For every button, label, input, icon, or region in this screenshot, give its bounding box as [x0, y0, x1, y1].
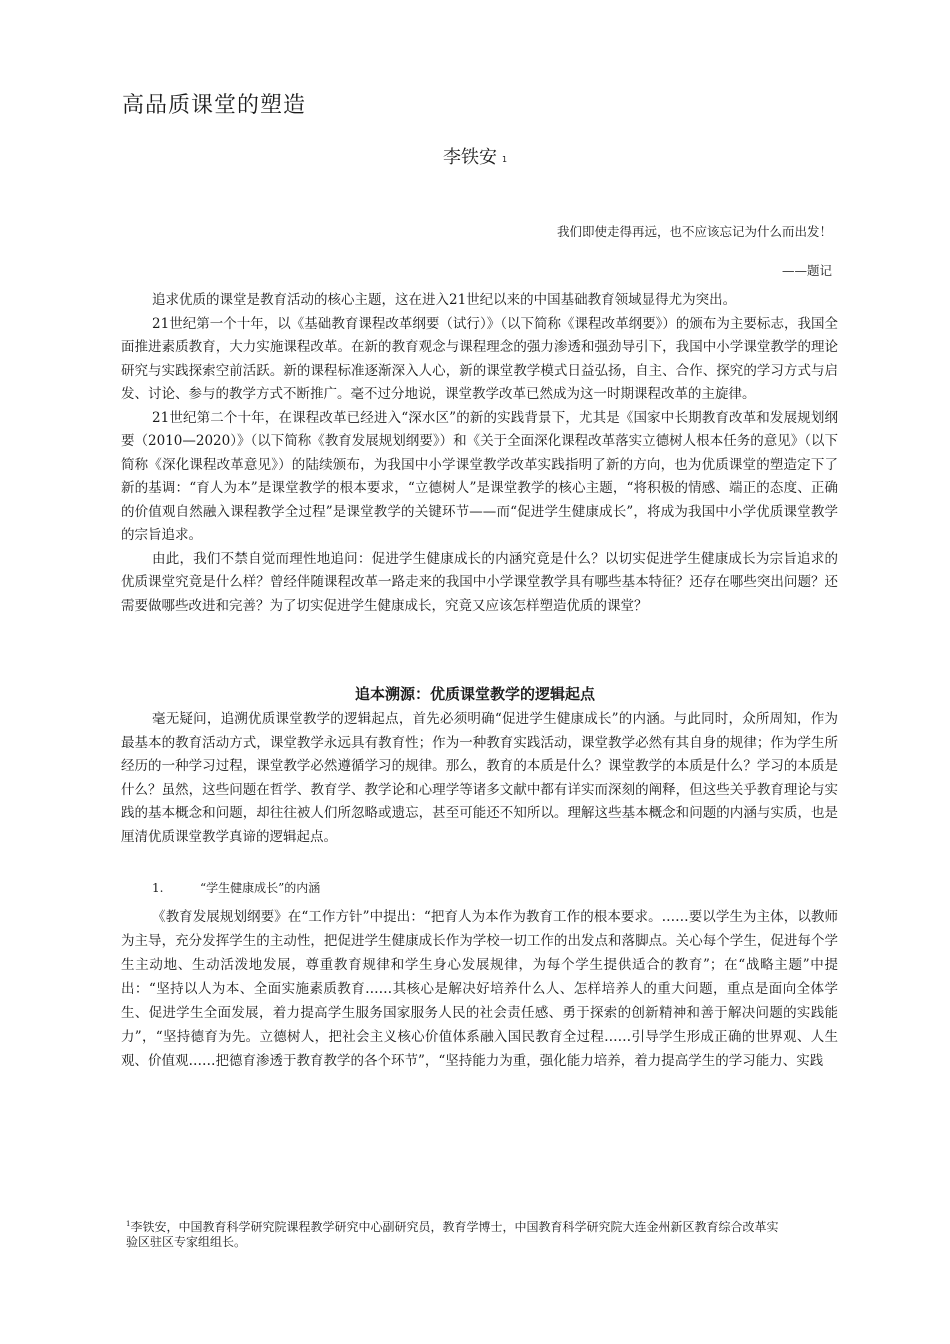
author-name: 李铁安	[442, 147, 497, 168]
paragraph: 毫无疑问，追溯优质课堂教学的逻辑起点，首先必须明确“促进学生健康成长”的内涵。与此同时，众所周知，作为最基本的教育活动方式，课堂教学永远具有教育性；作为一种教育实践活动，课堂教学必然有其自身的规律；作为学生所经历的一种学习过程，课堂教学必然遵循学习的规律。那么，教育的本质是什么？课堂教学的本质是什么？学习的本质是什么？虽然，这些问题在哲学、教育学、教学论和心理学等诸多文献中都有详实而深刻的阐释，但这些关乎教育理论与实践的基本概念和问题，却往往被人们所忽略或遗忘，甚至可能还不知所以。理解这些基本概念和问题的内涵与实质，也是厘清优质课堂教学真谛的逻辑起点。	[121, 711, 838, 845]
author-line	[0, 143, 950, 169]
epigraph: 我们即使走得再远，也不应该忘记为什么而出发！	[556, 224, 832, 239]
footnote-mark: 1	[126, 1220, 131, 1228]
subheading-number: 1.	[152, 881, 164, 895]
paragraph: 21世纪第二个十年，在课程改革已经进入“深水区”的新的实践背景下，尤其是《国家中长期教育改革和发展规划纲要（2010—2020）》（以下简称《教育发展规划纲要》）和《关于全面深化课程改革落实立德树人根本任务的意见》（以下简称《深化课程改革意见》）的陆续颁布，为我国中小学课堂教学改革实践指明了新的方向，也为优质课堂的塑造定下了新的基调：“育人为本”是课堂教学的根本要求，“立德树人”是课堂教学的核心主题，“将积极的情感、端正的态度、正确的价值观自然融入课程教学全过程”是课堂教学的关键环节——而“促进学生健康成长”，将成为我国中小学优质课堂教学的宗旨追求。	[121, 409, 838, 543]
subheading-text: “学生健康成长”的内涵	[200, 881, 321, 895]
subsection-body	[121, 905, 838, 1073]
paragraph: 由此，我们不禁自觉而理性地追问：促进学生健康成长的内涵究竟是什么？以切实促进学生健康成长为宗旨追求的优质课堂究竟是什么样？曾经伴随课程改革一路走来的我国中小学课堂教学具有哪些基本特征？还存在哪些突出问题？还需要做哪些改进和完善？为了切实促进学生健康成长，究竟又应该怎样塑造优质的课堂？	[121, 550, 838, 614]
section-heading: 追本溯源：优质课堂教学的逻辑起点	[354, 685, 595, 703]
document-title: 高品质课堂的塑造	[122, 93, 307, 118]
paragraph: 追求优质的课堂是教育活动的核心主题，这在进入21世纪以来的中国基础教育领域显得尤为突出。	[152, 292, 737, 308]
epigraph-signature: ——题记	[781, 263, 832, 278]
paragraph: 《教育发展规划纲要》在“工作方针”中提出：“把育人为本作为教育工作的根本要求。……要以学生为主体，以教师为主导，充分发挥学生的主动性，把促进学生健康成长作为学校一切工作的出发点和落脚点。关心每个学生，促进每个学生主动地、生动活泼地发展，尊重教育规律和学生身心发展规律，为每个学生提供适合的教育”；在“战略主题”中提出：“坚持以人为本、全面实施素质教育……其核心是解决好培养什么人、怎样培养人的重大问题，重点是面向全体学生、促进学生全面发展，着力提高学生服务国家服务人民的社会责任感、勇于探索的创新精神和善于解决问题的实践能力”，“坚持德育为先。立德树人，把社会主义核心价值体系融入国民教育全过程……引导学生形成正确的世界观、人生观、价值观……把德育渗透于教育教学的各个环节”，“坚持能力为重，强化能力培养，着力提高学生的学习能力、实践	[121, 909, 838, 1069]
section-body	[121, 708, 838, 849]
footnote	[126, 1217, 786, 1250]
subheading	[152, 879, 320, 896]
intro-section	[121, 289, 838, 618]
footnote-text: 李铁安，中国教育科学研究院课程教学研究中心副研究员，教育学博士，中国教育科学研究院大连金州新区教育综合改革实验区驻区专家组组长。	[126, 1220, 779, 1249]
author-footnote-mark[interactable]: 1	[501, 155, 508, 164]
paragraph: 21世纪第一个十年，以《基础教育课程改革纲要（试行）》（以下简称《课程改革纲要》）的颁布为主要标志，我国全面推进素质教育，大力实施课程改革。在新的教育观念与课程理念的强力渗透和强劲导引下，我国中小学课堂教学的理论研究与实践探索空前活跃。新的课程标准逐渐深入人心，新的课堂教学模式日益弘扬，自主、合作、探究的学习方式与启发、讨论、参与的教学方式不断推广。毫不过分地说，课堂教学改革已然成为这一时期课程改革的主旋律。	[121, 315, 838, 402]
